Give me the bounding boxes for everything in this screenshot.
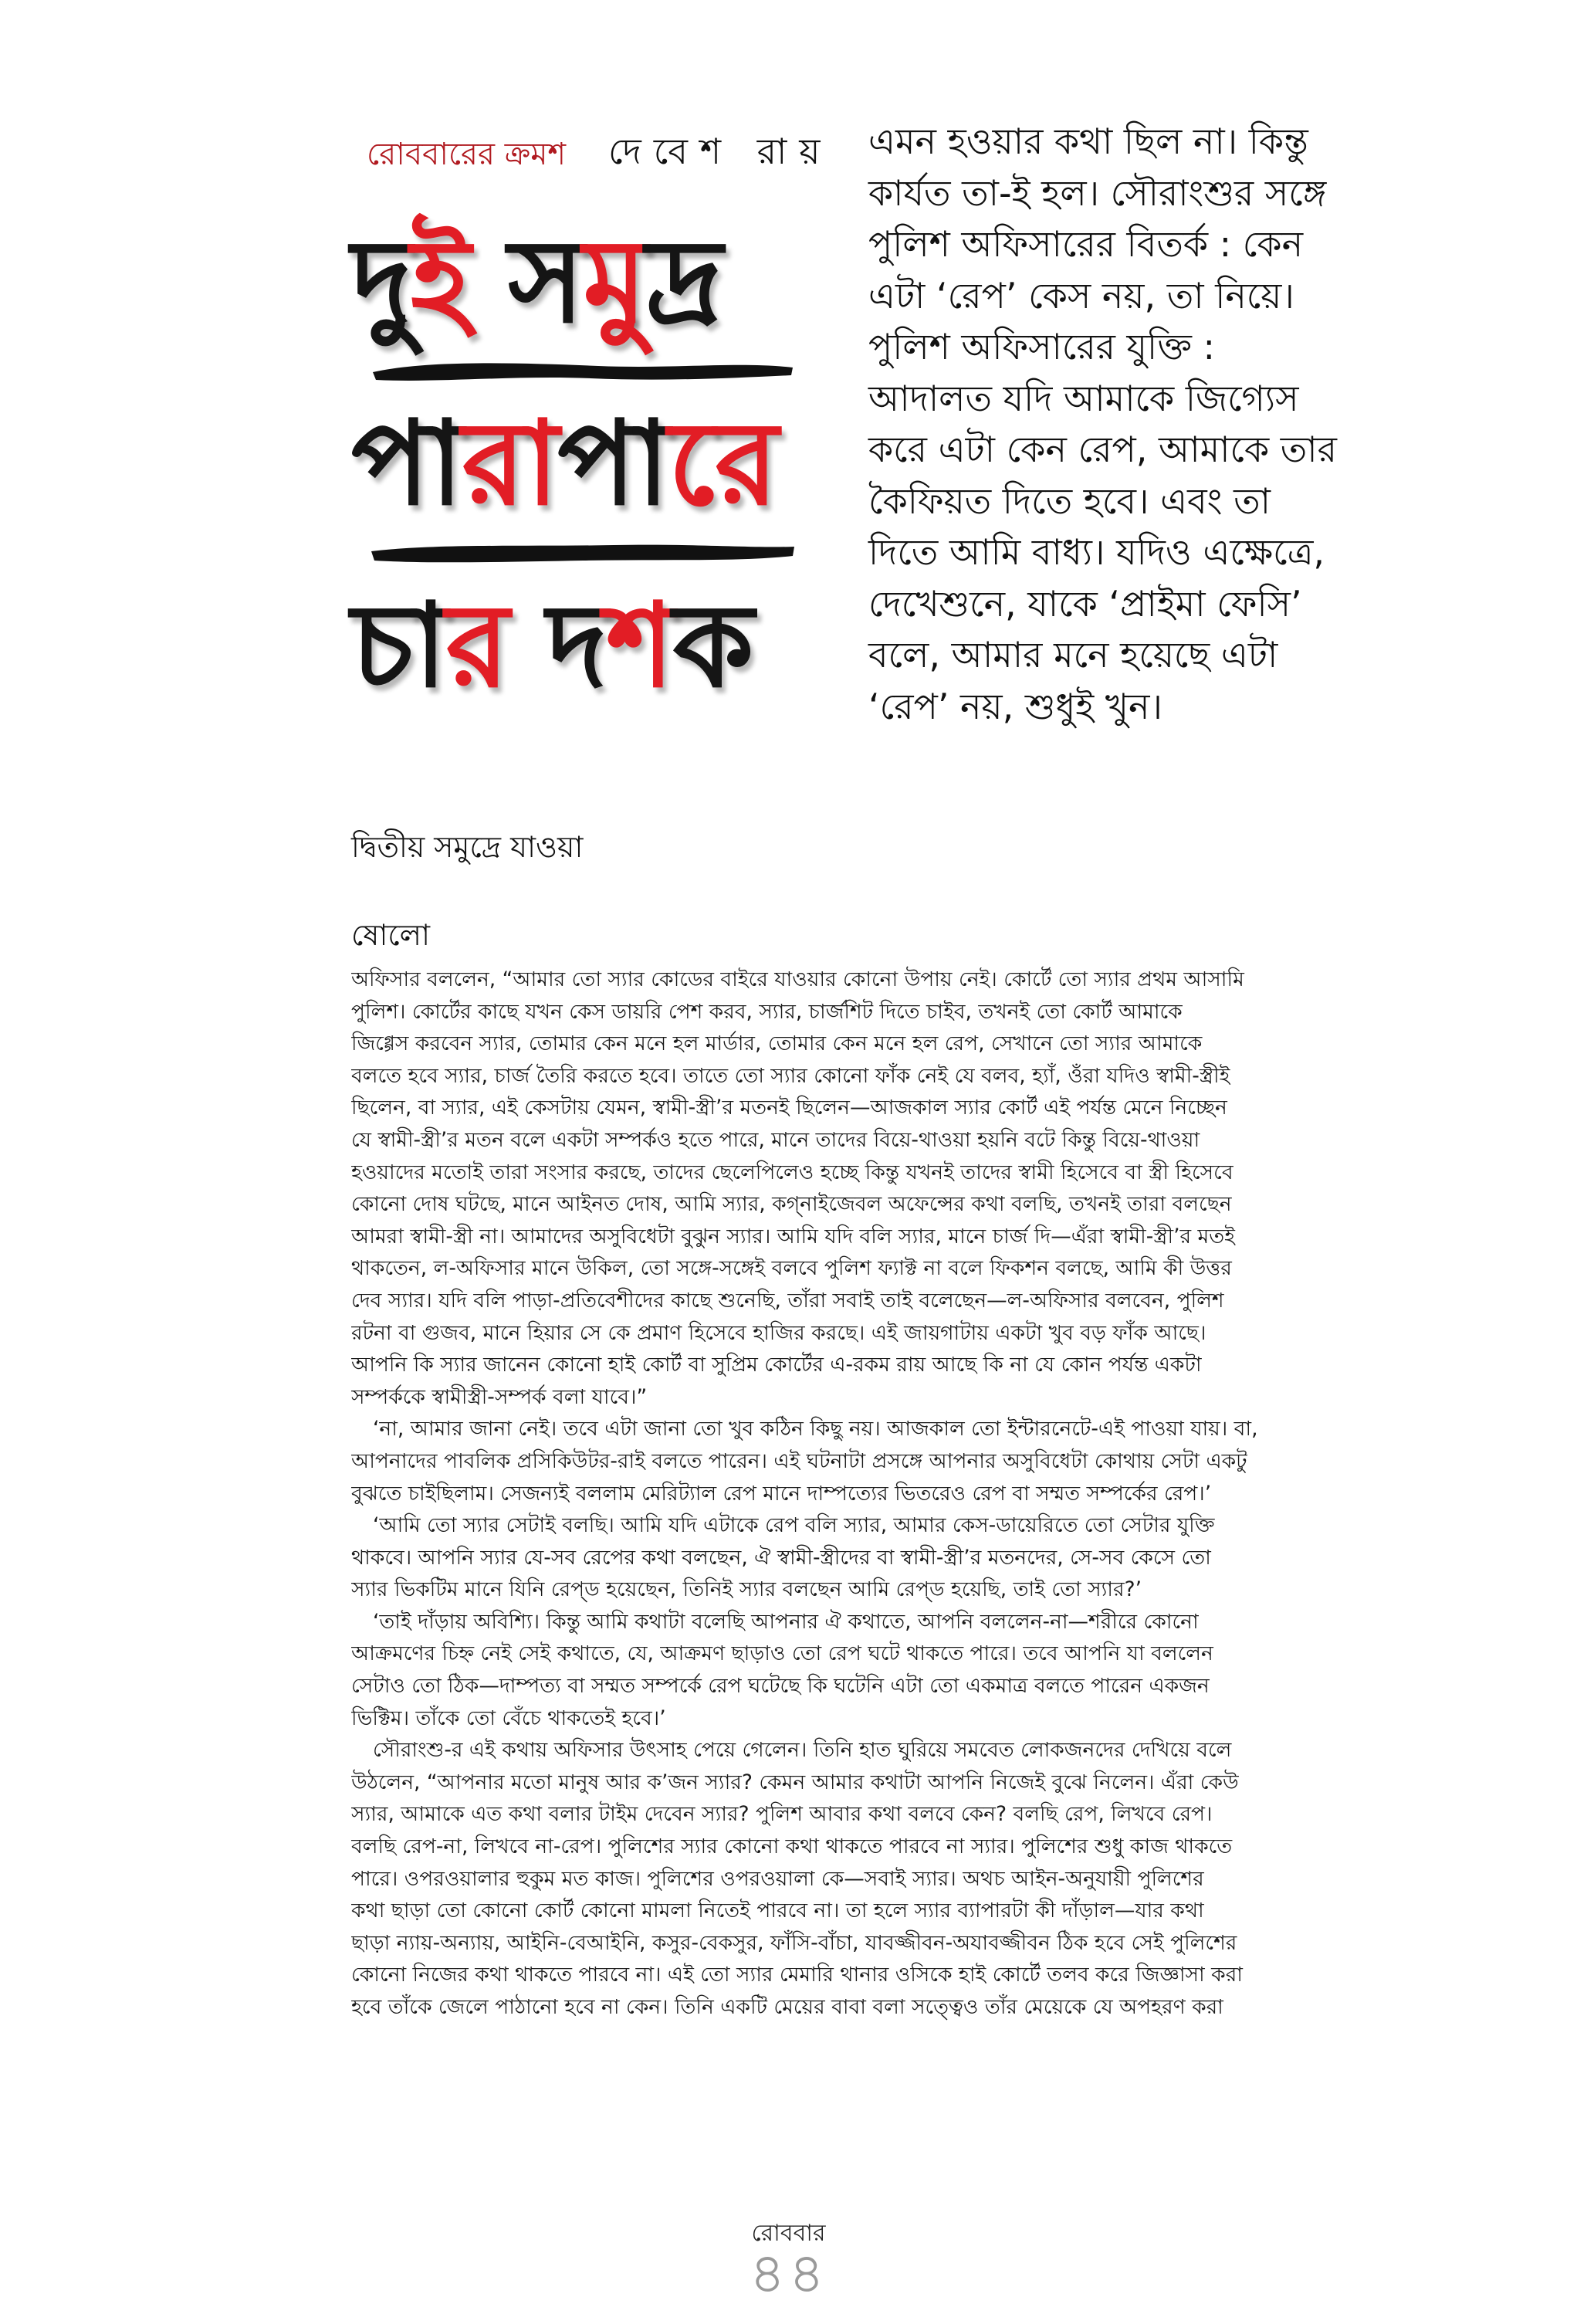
title-segment-red: র [445, 579, 547, 713]
body-line: হবে তাঁকে জেলে পাঠানো হবে না কেন। তিনি একটি মেয়ের বাবা বলা সত্ত্বেও তাঁর মেয়েকে যে অপহরণ করা [351, 1995, 1223, 2019]
body-line: কোনো দোষ ঘটছে, মানে আইনত দোষ, আমি স্যার, কগ্‌নাইজেবল অফেন্সের কথা বলছি, তখনই তারা বলছেন [351, 1192, 1232, 1217]
body-line: স্যার ভিকটিম মানে যিনি রেপ্‌ড হয়েছেন, তিনিই স্যার বলছেন আমি রেপ্‌ড হয়েছি, তাই তো স্যার?’ [351, 1577, 1142, 1602]
body-line: থাকবে। আপনি স্যার যে-সব রেপের কথা বলছেন, ঐ স্বামী-স্ত্রীদের বা স্বামী-স্ত্রী’র মতনদের, সে-সব কেসে তো [351, 1545, 1211, 1570]
pull-quote-line: আদালত যদি আমাকে জিগ্যেস [868, 377, 1299, 419]
body-line: যে স্বামী-স্ত্রী’র মতন বলে একটা সম্পর্কও হতে পারে, মানে তাদের বিয়ে-থাওয়া হয়নি বটে কিন্তু বিয়ে-থাওয়া [351, 1127, 1200, 1152]
body-line: আক্রমণের চিহ্ন নেই সেই কথাতে, যে, আক্রমণ ছাড়াও তো রেপ ঘটে থাকতে পারে। তবে আপনি যা বললেন [351, 1641, 1213, 1666]
title-segment-black: দ্র [645, 215, 722, 349]
title-segment-red: মু [583, 215, 646, 349]
body-line: সেটাও তো ঠিক—দাম্পত্য বা সম্মত সম্পর্কে রেপ ঘটেছে কি ঘটেনি এটা তো একমাত্র বলতে পারেন একজন [351, 1674, 1210, 1699]
body-line: উঠলেন, “আপনার মতো মানুষ আর ক’জন স্যার? কেমন আমার কথাটা আপনি নিজেই বুঝে নিলেন। এঁরা কেউ [351, 1770, 1239, 1794]
body-line: কোনো নিজের কথা থাকতে পারবে না। এই তো স্যার মেমারি থানার ওসিকে হাই কোর্টে তলব করে জিজ্ঞাসা করা [351, 1963, 1243, 1987]
body-line: আপনি কি স্যার জানেন কোনো হাই কোর্ট বা সুপ্রিম কোর্টের এ-রকম রায় আছে কি না যে কোন পর্যন্ত একটা [351, 1353, 1202, 1377]
pull-quote-line: ‘রেপ’ নয়, শুধুই খুন। [868, 685, 1162, 727]
body-line: পারে। ওপরওয়ালার হুকুম মত কাজ। পুলিশের ওপরওয়ালা কে—সবাই স্যার। অথচ আইন-অনুযায়ী পুলিশের [351, 1866, 1204, 1891]
body-line: বুঝতে চাইছিলাম। সেজন্যই বললাম মেরিট্যাল রেপ মানে দাম্পত্যের ভিতরেও রেপ বা সম্মত সম্পর্কের রেপ।’ [351, 1481, 1212, 1506]
pull-quote [868, 116, 1455, 732]
chapter-heading: ষোলো [351, 918, 430, 952]
title-segment-red: রে [668, 397, 777, 531]
title-segment-black: পা [557, 397, 668, 531]
body-line: থাকতেন, ল-অফিসার মানে উকিল, তো সঙ্গে-সঙ্গেই বলবে পুলিশ ফ্যাক্ট না বলে ফিকশন বলছে, আমি কী উত্তর [351, 1256, 1232, 1281]
title-segment-black: স [508, 215, 584, 349]
article-body [351, 964, 1428, 2024]
pull-quote-line: এমন হওয়ার কথা ছিল না। কিন্তু [868, 120, 1308, 162]
body-line: সম্পর্ককে স্বামীস্ত্রী-সম্পর্ক বলা যাবে।” [351, 1384, 648, 1409]
author-name: দেবেশ রায় [608, 130, 833, 172]
body-line: ‘তাই দাঁড়ায় অবিশ্যি। কিন্তু আমি কথাটা বলেছি আপনার ঐ কথাতে, আপনি বললেন-না—শরীরে কোনো [373, 1609, 1199, 1634]
body-line: কথা ছাড়া তো কোনো কোর্ট কোনো মামলা নিতেই পারবে না। তা হলে স্যার ব্যাপারটা কী দাঁড়াল—যার কথা [351, 1899, 1204, 1923]
pull-quote-line: পুলিশ অফিসারের যুক্তি : [868, 326, 1216, 368]
body-line: আপনাদের পাবলিক প্রসিকিউটর-রাই বলতে পারেন। এই ঘটনাটা প্রসঙ্গে আপনার অসুবিধেটা কোথায় সেটা একটু [351, 1448, 1247, 1473]
body-line: জিগ্গেস করবেন স্যার, তোমার কেন মনে হল মার্ডার, তোমার কেন মনে হল রেপ, সেখানে তো স্যার আমাকে [351, 1032, 1203, 1056]
title-segment-black: দ [547, 579, 606, 713]
body-line: ‘আমি তো স্যার সেটাই বলছি। আমি যদি এটাকে রেপ বলি স্যার, আমার কেস-ডায়েরিতে তো সেটার যুক্তি [373, 1513, 1215, 1538]
pull-quote-line: কৈফিয়ত দিতে হবে। এবং তা [868, 479, 1271, 522]
body-line: ‘না, আমার জানা নেই। তবে এটা জানা তো খুব কঠিন কিছু নয়। আজকাল তো ইন্টারনেটে-এই পাওয়া যায়। বা, [373, 1417, 1258, 1441]
title-segment-red: শ [606, 579, 673, 713]
body-line: রটনা বা গুজব, মানে হিয়ার সে কে প্রমাণ হিসেবে হাজির করছে। এই জায়গাটায় একটা খুব বড় ফাঁক আছে। [351, 1320, 1206, 1345]
title-segment-black: চা [351, 579, 446, 713]
pull-quote-line: কার্যত তা-ই হল। সৌরাংশুর সঙ্গে [868, 171, 1327, 214]
title-segment-black: পা [351, 397, 462, 531]
title-segment-black: ক [672, 579, 753, 713]
body-line: ভিক্টিম। তাঁকে তো বেঁচে থাকতেই হবে।’ [351, 1706, 666, 1730]
pull-quote-line: বলে, আমার মনে হয়েছে এটা [868, 634, 1278, 676]
pull-quote-line: দেখেশুনে, যাকে ‘প্রাইমা ফেসি’ [868, 582, 1302, 625]
body-line: ছাড়া ন্যায়-অন্যায়, আইনি-বেআইনি, কসুর-বেকসুর, ফাঁসি-বাঁচা, যাবজ্জীবন-অযাবজ্জীবন ঠিক হবে সেই পুলিশের [351, 1930, 1237, 1955]
body-line: হওয়াদের মতোই তারা সংসার করছে, তাদের ছেলেপিলেও হচ্ছে কিন্তু যখনই তাদের স্বামী হিসেবে বা স্ত্রী হিসেবে [351, 1160, 1234, 1184]
title-segment-red: রা [462, 397, 558, 531]
series-kicker: রোববারের ক্রমশ [367, 137, 567, 172]
title-line-2 [351, 398, 845, 530]
body-line: দেব স্যার। যদি বলি পাড়া-প্রতিবেশীদের কাছে শুনেছি, তাঁরা সবাই তাই বলেছেন—ল-অফিসার বলবেন, পুলিশ [351, 1288, 1224, 1313]
body-line: অফিসার বললেন, “আমার তো স্যার কোডের বাইরে যাওয়ার কোনো উপায় নেই। কোর্টে তো স্যার প্রথম আসামি [351, 967, 1244, 991]
brush-stroke-divider-2 [367, 537, 799, 568]
section-subtitle: দ্বিতীয় সমুদ্রে যাওয়া [351, 830, 584, 864]
body-line: ছিলেন, বা স্যার, এই কেসটায় যেমন, স্বামী-স্ত্রী’র মতনই ছিলেন—আজকাল স্যার কোর্ট এই পর্যন্ত মেনে নিচ্ছেন [351, 1096, 1227, 1120]
title-segment-black: দু [351, 215, 411, 349]
title-line-1 [351, 216, 845, 347]
body-line: আমরা স্বামী-স্ত্রী না। আমাদের অসুবিধেটা বুঝুন স্যার। আমি যদি বলি স্যার, মানে চার্জ দি—এঁরা স্বামী-স্ত্রী’র মতই [351, 1224, 1235, 1248]
body-line: পুলিশ। কোর্টের কাছে যখন কেস ডায়রি পেশ করব, স্যার, চার্জশিট দিতে চাইব, তখনই তো কোর্ট আমাকে [351, 999, 1183, 1024]
body-line: বলছি রেপ-না, লিখবে না-রেপ। পুলিশের স্যার কোনো কথা থাকতে পারবে না স্যার। পুলিশের শুধু কাজ থাকতে [351, 1834, 1233, 1859]
article-title [351, 216, 845, 712]
pull-quote-line: এটা ‘রেপ’ কেস নয়, তা নিয়ে। [868, 274, 1294, 317]
body-line: বলতে হবে স্যার, চার্জ তৈরি করতে হবে। তাতে তো স্যার কোনো ফাঁক নেই যে বলব, হ্যাঁ, ওঁরা যদিও স্বামী-স্ত্রীই [351, 1063, 1230, 1088]
brush-stroke-divider-1 [367, 355, 799, 386]
title-segment-red: ই [410, 215, 509, 349]
magazine-name-footer: রোববার [751, 2220, 826, 2247]
pull-quote-line: করে এটা কেন রেপ, আমাকে তার [868, 429, 1337, 470]
page-number: ৪৪ [749, 2241, 828, 2305]
body-line: স্যার, আমাকে এত কথা বলার টাইম দেবেন স্যার? পুলিশ আবার কথা বলবে কেন? বলছি রেপ, লিখবে রেপ। [351, 1802, 1213, 1827]
pull-quote-line: দিতে আমি বাধ্য। যদিও এক্ষেত্রে, [868, 531, 1325, 573]
body-line: সৌরাংশু-র এই কথায় অফিসার উৎসাহ পেয়ে গেলেন। তিনি হাত ঘুরিয়ে সমবেত লোকজনদের দেখিয়ে বলে [373, 1738, 1232, 1763]
pull-quote-line: পুলিশ অফিসারের বিতর্ক : কেন [868, 223, 1304, 265]
title-line-3 [351, 581, 845, 712]
